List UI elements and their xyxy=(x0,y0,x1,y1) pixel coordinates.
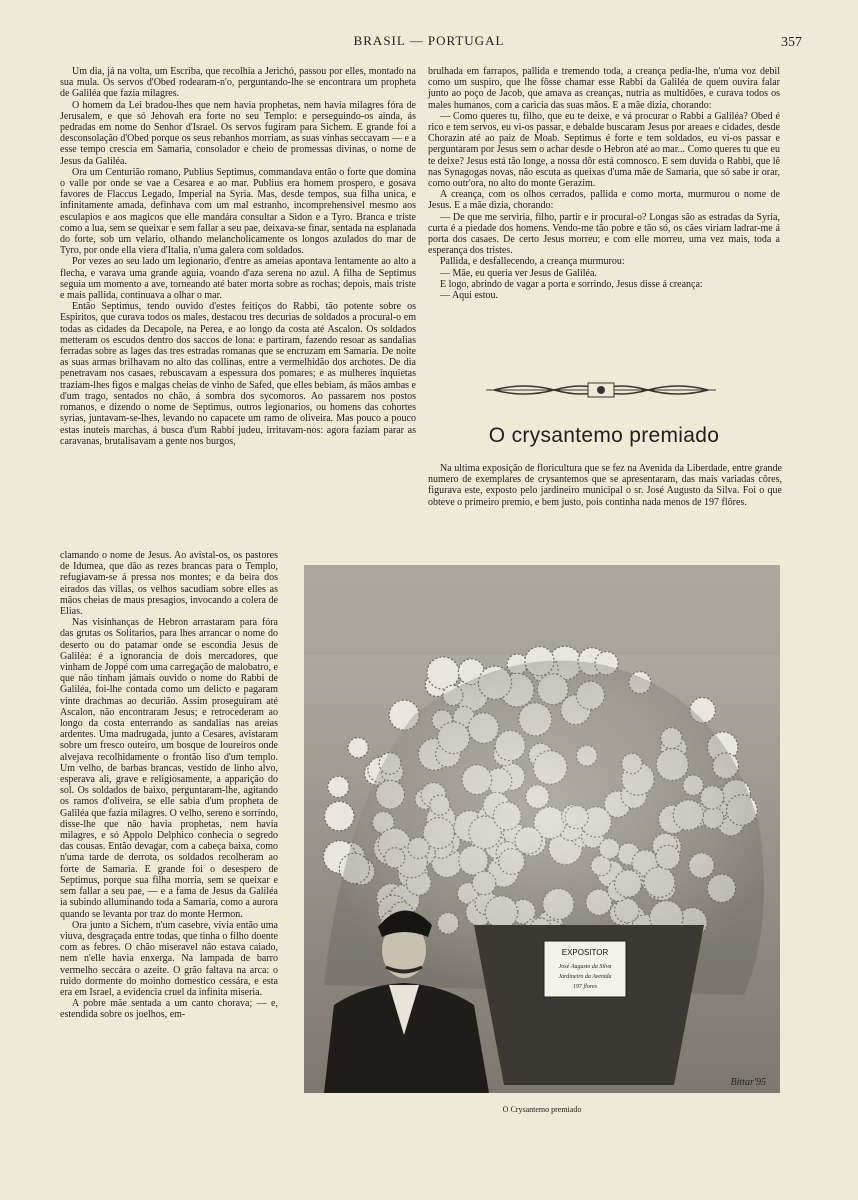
paragraph: Por vezes ao seu lado um legionario, d'entre as ameias apontava lentamente ao alto a flecha, e varava uma grande aguia, voando d'aza serena no azul. A filha de Septimus seguia um momento a ave, torneando até bater morta sobre as rochas; depois, mais triste e mais pallida, continuava a olhar o mar. xyxy=(60,256,416,302)
running-header: BRASIL — PORTUGAL xyxy=(353,33,505,48)
article-intro xyxy=(428,463,782,508)
page-number: 357 xyxy=(781,35,802,50)
paragraph: Ora um Centurião romano, Publius Septimus, commandava então o forte que domina o valle por onde se vae a Cesarea e ao mar. Publius era homem prospero, e gosava favores de Flaccus Legado, Imperial na Syria. Mas, desde tempos, sua filha unica, e infinitamente amada, definhava com um mal estranho, incomprehensivel mesmo aos esculapios e aos magicos que elle mandára consultar a Sidon e a Tyro. Branca e triste como a lua, sem se queixar e sem fallar a seu pae, deixava-se finar, sentada na esplanada do forte, sob um velario, olhando melancholicamente os longos azulados do mar de Tyro, por onde ella viera d'Italia, n'uma galera com soldados. xyxy=(60,166,416,257)
paragraph: A creança, com os olhos cerrados, pallida e como morta, murmurou o nome de Jesus. E a mãe dizia, chorando: xyxy=(428,189,780,212)
chrysanthemum-bloom xyxy=(427,657,459,689)
sign-line: José Augusto da Silva xyxy=(558,964,612,970)
paragraph: — Aqui estou. xyxy=(440,290,499,302)
paragraph: — De que me serviria, filho, partir e ir procural-o? Longas são as estradas da Syria, curta é a piedade dos homens. Vendo-me tão pobre e tão só, os cães viriam ladrar-me á porta dos casaes. De certo Jesus morreu; e com elle morreu, uma vez mais, toda a esperança dos tristes. xyxy=(428,211,780,257)
photo-signature: Bittar'95 xyxy=(730,1077,766,1088)
chrysanthemum-bloom xyxy=(325,801,354,830)
paragraph: Ora junto a Sichem, n'um casebre, vivia então uma viuva, desgraçada entre todas, que tinha o filho doente com as febres. O chão miseravel não estava caiado, nem n'elle havia enxerga. Na lampada de barro vermelho seccára o azeite. O grão faltava na arca: o ruido dormente do moinho domestico cessára, e esta era em Israel, a evidencia cruel da infinita miseria. xyxy=(60,919,278,998)
paragraph: Na ultima exposição de floricultura que se fez na Avenida da Liberdade, entre grande numero de exemplares de crysantemos que se apresentaram, das mais variadas côres, figurava este, exposto pelo jardineiro municipal o sr. José Augusto da Silva. Foi o que obteve o primeiro premio, e bem justo, pois continha nada menos de 197 flôres. xyxy=(428,463,782,508)
left-column-text xyxy=(60,66,416,447)
left-column-narrow-text xyxy=(60,550,278,1021)
paragraph: A pobre mãe sentada a um canto chorava; — e, estendida sobre os joelhos, em- xyxy=(60,998,278,1021)
right-column-text xyxy=(428,66,780,301)
paragraph: Pallida, e desfallecendo, a creança murmurou: xyxy=(440,256,625,268)
paragraph: E logo, abrindo de vagar a porta e sorrindo, Jesus disse á creança: xyxy=(440,278,703,290)
sign-line: 197 flores xyxy=(573,984,597,990)
paragraph: — Como queres tu, filho, que eu te deixe, e vá procurar o Rabbi a Galiléa? Obed é rico e tem servos, eu vi-os passar, e debalde buscaram Jesus por areaes e cidades, desde Chorazin até ao paiz de Moab. Septimus é forte e tem soldados, eu vi-os passar e perguntaram por Jesus sem o achar desde o Hebron até ao mar... Como queres tu que eu te deixe? Jesus está tão longe, a nossa dôr está comnosco. E sem duvida o Rabbi, que lê nas Synagogas novas, não escuta as queixas d'uma mãe de Samaria, que só sabe ir orar, como outr'ora, no alto do monte Gerazim. xyxy=(428,110,780,190)
chrysanthemum-bloom xyxy=(348,738,368,758)
photo-caption: O Crysantemo premiado xyxy=(502,1105,582,1114)
photo-illustration xyxy=(304,565,780,1093)
paragraph: — Mãe, eu queria ver Jesus de Galiléa. xyxy=(440,267,597,279)
paragraph: brulhada em farrapos, pallida e tremendo toda, a creança pedia-lhe, n'uma voz debil como um suspiro, que lhe fôsse chamar esse Rabbi da Galiléa de quem ouvira falar junto ao poço de Jacob, que amava as creanças, nutria as multidões, e curava todos os males humanos, com a caricia das suas mãos. E a mãe dizia, chorando: xyxy=(428,66,780,111)
chrysanthemum-bloom xyxy=(328,776,349,797)
sign-line: Jardineiro da Avenida xyxy=(558,974,612,980)
sign-title: EXPOSITOR xyxy=(561,948,609,957)
paragraph: Nas visinhanças de Hebron arrastaram para fóra das grutas os Solitarios, para lhes arrancar o nome do deserto ou do patamar onde se escondia Jesus de Galiléa: é a ignorancia de dois mercadores, que vinham de Joppé com uma carregação de malobatro, e que não tinham jámais ouvido o nome do Rabbi de Galiléa, foi-lhe contada como um delicto e pagaram vinte drachmas ao decurião. Assim proseguiram até Ascalon, não encontraram Jesus; e retrocederam ao longo da costa enterrando as sandalias nas areias ardentes. Uma madrugada, junto a Cesares, avistaram sobre um fresco outeiro, um bosque de loureiros onde alvejava recolhidamente o frontão liso d'um templo. Um velho, de barbas brancas, vestido de linho alvo, esperava ali, grave e religiosamente, a apparição do sol. Os soldados de baixo, perguntaram-lhe, agitando os ramos d'oliveira, se elle sabia d'um propheta de Galiléa que fazia milagres. O velho, sereno e sorrindo, disse-lhe que não havia prophetas, nem havia milagres, e só Appolo Delphico conhecia o segredo das cousas. Então devagar, com a cabeça baixa, como n'uma tarde de derrota, os soldados recolheram ao forte de Samaria. E grande foi o desespero de Septimus, porque sua filha morria, sem se queixar e sem fallar a seu pae, — e a fama de Jesus da Galiléa ia subindo alluminando toda a Samaria, como a aurora quando se levanta por traz do monte Hermon. xyxy=(60,617,278,920)
paragraph: Então Septimus, tendo ouvido d'estes feitiços do Rabbi, tão potente sobre os Espiritos, que curava todos os males, destacou tres decurias de soldados a procural-o em todas as cidades da Decapole, na Perea, e ao longo da costa até Ascalon. Os soldados metteram os escudos dentro dos saccos de lona: e partiram, fazendo resoar as sandalias ferradas sobre as lages das tres estradas romanas que se encruzam em Samaria. De noite as suas armas brilhavam no alto das collinas, entre a vermelhidão dos archotes. De dia penetravam nos casaes, rebuscavam a espessura dos pomares; e as mulheres inquietas traziam-lhes figos e malgas cheias de vinho de Safed, que elles bebiam, ás mãos ambas e d'um trago, sentados no chão, á sombra dos sycomoros. Ao passarem nos postos romanos, e dizendo o nome de Septimus, outros legionarios, ou homens das cohortes syrias, juntavam-se-lhes, levando no capacete um ramo de oliveira. Mas pouco a pouco estas inuteis marchas, á busca d'um Rabbi judeu, irritavam-nos: agora faziam parar as caravanas, brutalisavam a gente nos burgos, xyxy=(60,301,416,447)
paragraph: Um dia, já na volta, um Escriba, que recolhia a Jerichó, passou por elles, montado na sua mula. Os servos d'Obed rodearam-n'o, perguntando-lhe se encontrara um propheta de Galiléa que fazia milagres. xyxy=(60,66,416,100)
decorative-ornament xyxy=(484,380,718,400)
paragraph: O homem da Lei bradou-lhes que nem havia prophetas, nem havia milagres fóra de Jerusalem, e que só Jehovah era forte no seu Templo: e perseguindo-os ainda, ás pedradas em nome do Senhor d'Israel. Os servos fugiram para Sichem. E grande foi a desconsolação d'Obed porque os seus rebanhos morriam, as suas vinhas seccavam — e a esse tempo crescia em Samaria, consolador e cheio de promessas divinas, o nome de Jesus da Galiléa. xyxy=(60,99,416,167)
article-title: O crysantemo premiado xyxy=(488,424,720,447)
paragraph: clamando o nome de Jesus. Ao avistal-os, os pastores de Idumea, que dão as rezes brancas para o Templo, refugiavam-se á pressa nos montes; e da beira dos eirados das villas, os velhos sacudiam sobre elles as mãos cheias de maus presagios, invocando a colera de Elias. xyxy=(60,550,278,618)
chrysanthemum-photo xyxy=(304,565,780,1093)
